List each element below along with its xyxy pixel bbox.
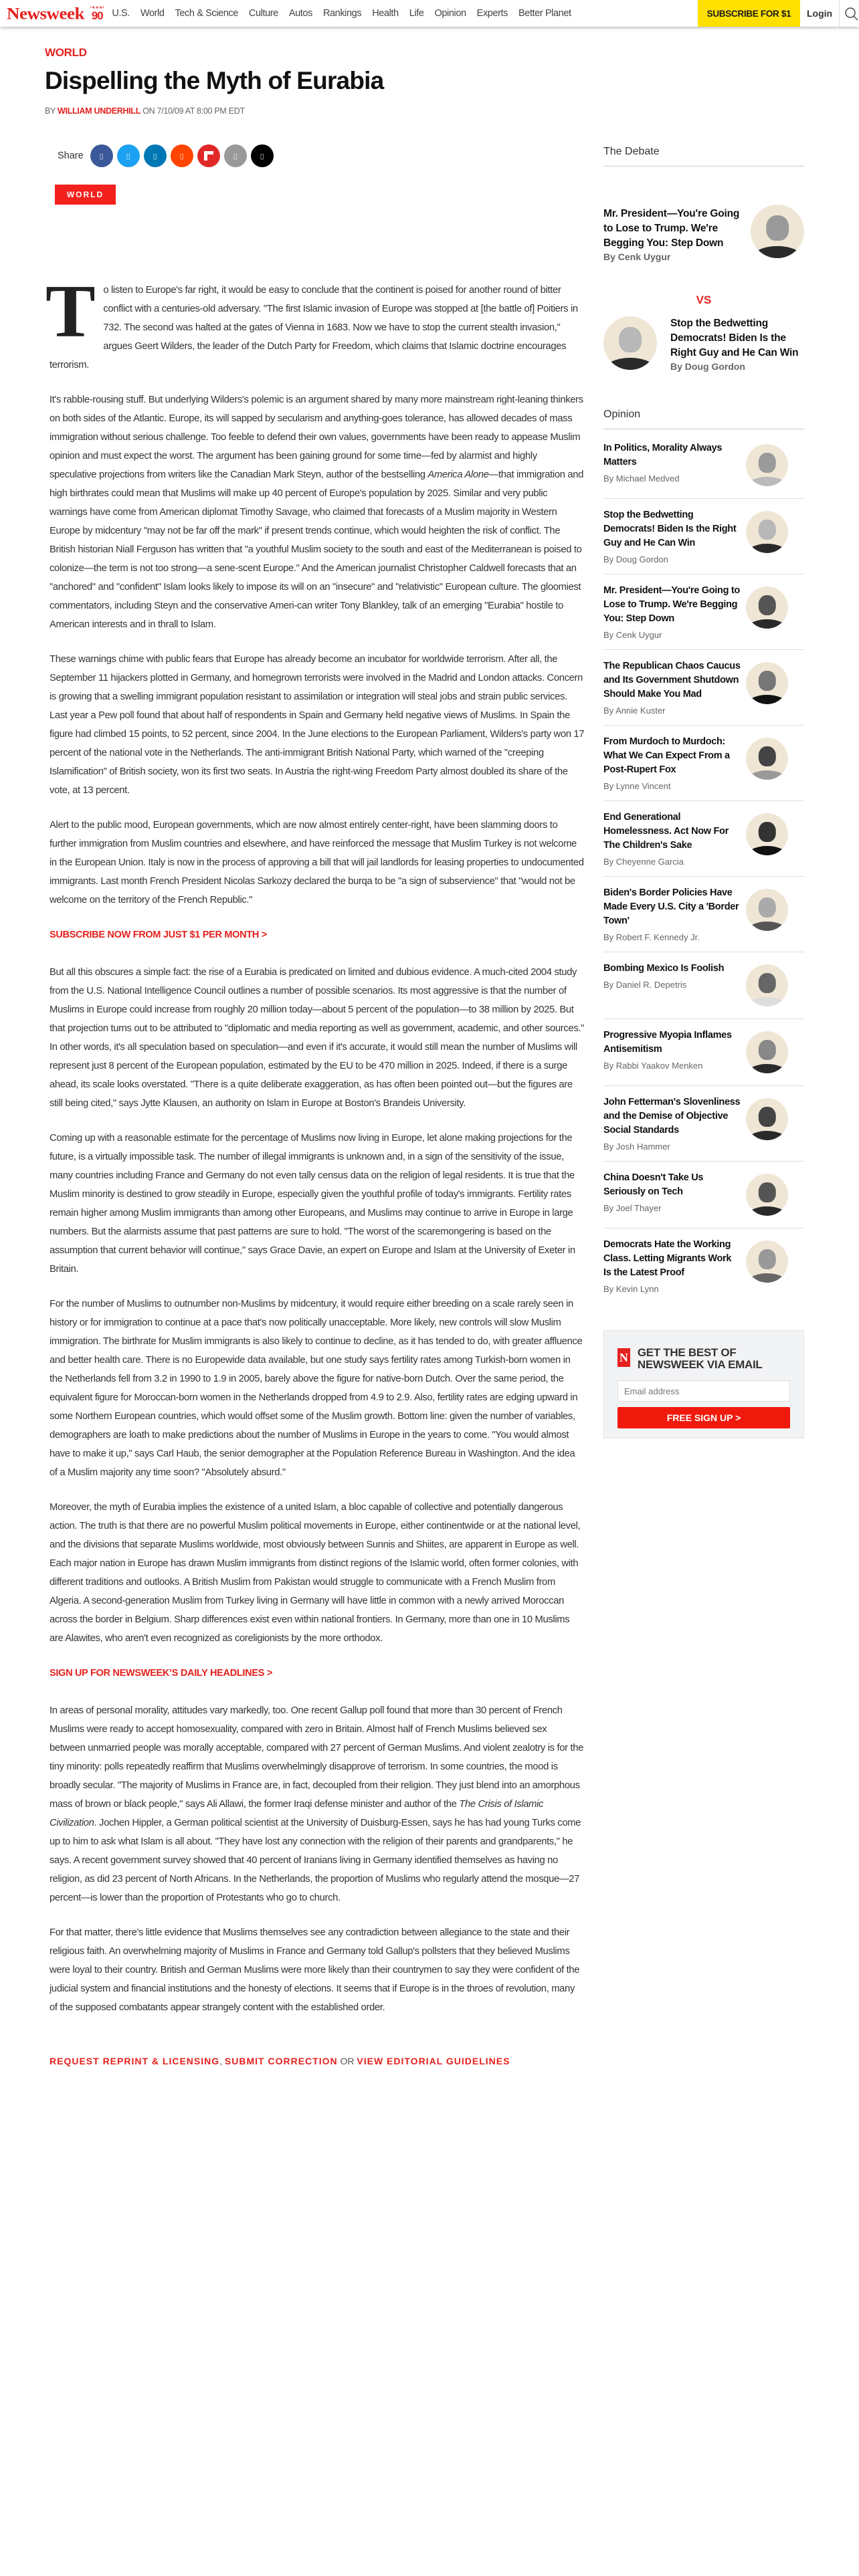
section-kicker[interactable]: WORLD bbox=[45, 46, 87, 59]
opinion-author: By Joel Thayer bbox=[603, 1203, 662, 1213]
opinion-author: By Josh Hammer bbox=[603, 1142, 670, 1152]
author-avatar bbox=[746, 444, 788, 486]
opinion-title[interactable]: In Politics, Morality Always Matters bbox=[603, 443, 723, 467]
opinion-author: By Cheyenne Garcia bbox=[603, 857, 684, 867]
drop-cap: T bbox=[45, 270, 96, 353]
nav-item-autos[interactable]: Autos bbox=[288, 8, 312, 19]
author-avatar bbox=[751, 205, 804, 258]
opinion-item[interactable] bbox=[603, 801, 804, 877]
opinion-author: By Rabbi Yaakov Menken bbox=[603, 1061, 703, 1071]
nav-divider bbox=[839, 0, 840, 27]
opinion-item[interactable] bbox=[603, 650, 804, 726]
share-label: Share bbox=[58, 150, 84, 161]
debate-title[interactable]: Mr. President—You're Going to Lose to Trump. We're Begging You: Step Down bbox=[603, 208, 740, 249]
opinion-item[interactable] bbox=[603, 1019, 804, 1086]
nav-item-world[interactable]: World bbox=[140, 8, 165, 19]
opinion-item[interactable] bbox=[603, 1162, 804, 1228]
opinion-title[interactable]: Stop the Bedwetting Democrats! Biden Is the Right Guy and He Can Win bbox=[603, 510, 737, 548]
byline: BY WILLIAM UNDERHILL ON 7/10/09 AT 8:00 PM EDT bbox=[45, 106, 245, 116]
linkedin-icon: ▯ bbox=[153, 152, 157, 160]
opinion-author: By Robert F. Kennedy Jr. bbox=[603, 932, 700, 942]
opinion-author: By Cenk Uygur bbox=[603, 630, 662, 640]
author-avatar bbox=[746, 1241, 788, 1283]
article-body bbox=[45, 270, 585, 2070]
nav-item-health[interactable]: Health bbox=[372, 8, 399, 19]
newsletter-promo-link[interactable]: SIGN UP FOR NEWSWEEK’S DAILY HEADLINES > bbox=[50, 1668, 272, 1679]
opinion-list bbox=[603, 432, 804, 1303]
opinion-heading: Opinion bbox=[603, 409, 804, 429]
opinion-item[interactable] bbox=[603, 574, 804, 650]
nav-item-tech-science[interactable]: Tech & Science bbox=[175, 8, 238, 19]
facebook-icon: ▯ bbox=[99, 152, 104, 160]
paragraph: It's rabble-rousing stuff. But underlying Wilders's polemic is an argument shared by many more mainstream right-leaning thinkers on both sides of the Atlantic. Europe, its will sapped by secularism and anything-goes tolerance, has allowed decades of mass immigration without serious challenge. Too feeble to defend their own values, governments have been ready to appease Muslim opinion and must expect the worst. The argument has been gaining ground for some time—fed by alarmist and highly speculative projections from writers like the Canadian Mark Steyn, author of the bestselling America Alone—that immigration and high birthrates could mean that Muslims will make up 40 percent of Europe's population by 2025. Similar and very public warnings have come from American diplomat Timothy Savage, who claimed that forecasts of a Muslim majority in Western Europe by midcentury "may not be far off the mark" if present trends continue, which would heighten the risk of conflict. The British historian Niall Ferguson has written that "a youthful Muslim society to the south and east of the Mediterranean is poised to colonize—the term is not too strong—a sene-scent Europe." And the American journalist Christopher Caldwell forecasts that an "anchored" and "confident" Islam looks likely to impose its will on an "insecure" and "relativistic" European culture. The gloomiest commentators, including Steyn and the conservative Ameri-can writer Tony Blankley, talk of an emerging "Eurabia" hostile to American interests and in thrall to Islam. bbox=[50, 395, 584, 630]
paragraph: To listen to Europe's far right, it would be easy to conclude that the continent is poised for another round of bitter conflict with a centuries-old adversary. "The first Islamic invasion of Europe was stopped at [the battle of] Poitiers in 732. The second was halted at the gates of Vienna in 1683. Now we have to stop the current stealth invasion," argues Geert Wilders, the leader of the Dutch Party for Freedom, which claims that Islamic doctrine encourages terrorism. bbox=[45, 270, 578, 370]
opinion-title[interactable]: Mr. President—You're Going to Lose to Trump. We're Begging You: Step Down bbox=[603, 585, 740, 624]
opinion-author: By Kevin Lynn bbox=[603, 1284, 659, 1294]
email-share-button[interactable] bbox=[224, 144, 247, 167]
facebook-share-button[interactable] bbox=[90, 144, 113, 167]
paragraph: These warnings chime with public fears that Europe has already become an incubator for worldwide terrorism. After all, the September 11 hijackers plotted in Germany, and homegrown terrorists were involved in the Madrid and London attacks. Concern is growing that a swelling immigrant population resistant to assimilation or integration will steal jobs and strain public services. Last year a Pew poll found that about half of respondents in Spain and Germany held negative views of Muslims. In Spain the figure had climbed 15 points, to 52 percent, since 2004. In the June elections to the European Parliament, Wilders's party won 17 percent of the national vote in the Netherlands. The anti-immigrant British National Party, which warned of the "creeping Islamification" of British society, won its first two seats. In Austria the right-wing Freedom Party almost doubled its share of the vote, at 13 percent. bbox=[50, 654, 585, 796]
opinion-title[interactable]: Bombing Mexico Is Foolish bbox=[603, 963, 725, 974]
opinion-item[interactable] bbox=[603, 499, 804, 574]
author-avatar bbox=[746, 1098, 788, 1140]
nav-item-us[interactable]: U.S. bbox=[112, 8, 130, 19]
reddit-icon: ▯ bbox=[179, 152, 184, 160]
opinion-item[interactable] bbox=[603, 952, 804, 1019]
publish-date: ON 7/10/09 AT 8:00 PM EDT bbox=[140, 106, 245, 116]
newsweek-logo[interactable] bbox=[7, 0, 104, 27]
flipboard-share-button[interactable] bbox=[197, 144, 220, 167]
author-avatar bbox=[746, 511, 788, 553]
tag-world[interactable]: WORLD bbox=[55, 185, 116, 205]
debate-item[interactable] bbox=[603, 207, 804, 294]
author-avatar bbox=[746, 738, 788, 780]
search-icon[interactable] bbox=[844, 7, 859, 21]
newsletter-signup-box bbox=[603, 1330, 804, 1438]
nav-item-better-planet[interactable]: Better Planet bbox=[518, 8, 571, 19]
linkedin-share-button[interactable] bbox=[144, 144, 167, 167]
opinion-author: By Doug Gordon bbox=[603, 554, 668, 564]
opinion-title[interactable]: From Murdoch to Murdoch: What We Can Expect From a Post-Rupert Fox bbox=[603, 736, 730, 775]
opinion-item[interactable] bbox=[603, 432, 804, 499]
author-avatar bbox=[746, 662, 788, 704]
opinion-item[interactable] bbox=[603, 1228, 804, 1303]
more-share-button[interactable] bbox=[251, 144, 274, 167]
vs-label: VS bbox=[696, 294, 712, 306]
nav-item-experts[interactable]: Experts bbox=[476, 8, 508, 19]
author-link[interactable]: WILLIAM UNDERHILL bbox=[58, 106, 141, 116]
opinion-title[interactable]: The Republican Chaos Caucus and Its Government Shutdown Should Make You Mad bbox=[603, 661, 741, 700]
author-avatar bbox=[746, 1174, 788, 1216]
debate-author: By Doug Gordon bbox=[670, 361, 745, 372]
author-avatar bbox=[746, 813, 788, 855]
opinion-title[interactable]: Progressive Myopia Inflames Antisemitism bbox=[603, 1030, 732, 1055]
opinion-item[interactable] bbox=[603, 726, 804, 801]
top-navigation-bar bbox=[0, 0, 859, 27]
article-title: Dispelling the Myth of Eurabia bbox=[45, 67, 384, 94]
stars-icon: •★★★• bbox=[90, 5, 104, 10]
paragraph: Alert to the public mood, European governments, which are now almost entirely center-right, have been slamming doors to further immigration from Muslim countries and elsewhere, and have reinforced the message that Muslim Turkey is not welcome in the European Union. Italy is now in the process of approving a bill that will jail landlords for leasing properties to undocumented immigrants. Last month French President Nicolas Sarkozy declared the burqa to be "a sign of subservience" that "would not be welcome on the territory of the French Republic." bbox=[50, 820, 584, 905]
flipboard-icon bbox=[203, 150, 214, 161]
debate-item[interactable] bbox=[603, 316, 804, 397]
opinion-author: By Annie Kuster bbox=[603, 706, 666, 716]
paragraph: For the number of Muslims to outnumber non-Muslims by midcentury, it would require either breeding on a scale rarely seen in history or for immigration to continue at a pace that's now politically unacceptable. More likely, new controls will slow Muslim immigration. The birthrate for Muslim immigrants is also likely to continue to decline, as it has tended to do, with greater affluence and better health care. There is no Europewide data available, but one study says fertility rates among Turkish-born women in the Netherlands fell from 3.2 in 1990 to 1.9 in 2005, barely above the figure for native-born Dutch. Over the same period, the equivalent figure for Moroccan-born women in the Netherlands dropped from 4.9 to 2.9. Also, fertility rates are edging upward in some Northern European countries, which would offset some of the Muslim growth. Bottom line: given the number of variables, demographers are loath to make predictions about the number of Muslims in Europe in the years to come. "You would almost have to make it up," says Carl Haub, the senior demographer at the Population Reference Bureau in Washington. And the idea of a Muslim majority any time soon? "Absolutely absurd." bbox=[50, 1299, 583, 1478]
author-avatar bbox=[603, 316, 657, 370]
debate-title[interactable]: Stop the Bedwetting Democrats! Biden Is the Right Guy and He Can Win bbox=[670, 318, 799, 358]
paragraph: For that matter, there's little evidence that Muslims themselves see any contradiction between allegiance to the state and their religious faith. An overwhelming majority of Muslims in France and Germany told Gallup's pollsters that they believed Muslims were loyal to their country. British and German Muslims were more likely than their countrymen to say they were confident of the judicial system and financial institutions and the honesty of elections. It seems that if Europe is in the throes of revolution, many of the supposed combatants appear strangely content with the established order. bbox=[50, 1927, 580, 2013]
debate-heading: The Debate bbox=[603, 146, 804, 167]
debate-author: By Cenk Uygur bbox=[603, 251, 671, 262]
nav-item-opinion[interactable]: Opinion bbox=[434, 8, 466, 19]
opinion-item[interactable] bbox=[603, 877, 804, 952]
opinion-title[interactable]: China Doesn't Take Us Seriously on Tech bbox=[603, 1172, 704, 1197]
more-icon: ▯ bbox=[260, 152, 264, 160]
opinion-title[interactable]: John Fetterman's Slovenliness and the Demise of Objective Social Standards bbox=[603, 1097, 741, 1136]
article-footer-links: REQUEST REPRINT & LICENSING, SUBMIT CORRECTION OR VIEW EDITORIAL GUIDELINES bbox=[50, 2056, 510, 2066]
anniversary-90-badge: •★★★• 90 bbox=[90, 5, 104, 22]
author-avatar bbox=[746, 586, 788, 629]
share-bar bbox=[58, 144, 278, 167]
book-title: America Alone bbox=[427, 469, 489, 480]
opinion-title[interactable]: Democrats Hate the Working Class. Letting Migrants Work Is the Latest Proof bbox=[603, 1239, 732, 1278]
opinion-author: By Daniel R. Depetris bbox=[603, 980, 687, 990]
newsweek-n-logo-icon: N bbox=[617, 1348, 630, 1367]
paragraph: Moreover, the myth of Eurabia implies the existence of a united Islam, a bloc capable of collective and potentially dangerous action. The truth is that there are no powerful Muslim political movements in Europe, either continentwide or at the national level, and the divisions that separate Muslims worldwide, most obviously between Sunnis and Shiites, are apparent in Europe as well. Each major nation in Europe has drawn Muslim immigrants from distinct regions of the Islamic world, often former colonies, with different traditions and outlooks. A British Muslim from Pakistan would struggle to communicate with a French Muslim from Algeria. A second-generation Muslim from Turkey living in Germany will have little in common with a newly arrived Moroccan across the border in Belgium. Sharp differences exist even within national frontiers. In Germany, more than one in 10 Muslims are Alawites, who aren't even recognized as coreligionists by the more orthodox. bbox=[50, 1502, 581, 1644]
submit-correction-link[interactable]: SUBMIT CORRECTION bbox=[224, 2056, 338, 2066]
paragraph: Coming up with a reasonable estimate for the percentage of Muslims now living in Europe, let alone making projections for the future, is a virtually impossible task. The number of illegal immigrants is unknown and, in a sign of the sensitivity of the issue, many countries including France and Germany do not even tally census data on the religion of legal residents. It is true that the Muslim minority is destined to grow steadily in Europe, especially given the youthful profile of today's immigrants. Fertility rates remain higher among Muslim immigrants than among other Europeans, and Muslims may continue to arrive in Europe in large numbers. But the alarmists assume that past patterns are sure to hold. "The worst of the scaremongering is based on the assumption that current behavior will continue," says Grace Davie, an expert on Europe and Islam at the University of Exeter in Britain. bbox=[50, 1133, 575, 1275]
opinion-item[interactable] bbox=[603, 1086, 804, 1162]
author-avatar bbox=[746, 964, 788, 1006]
email-icon: ▯ bbox=[233, 152, 237, 160]
logo-wordmark[interactable]: Newsweek bbox=[7, 3, 84, 23]
opinion-author: By Michael Medved bbox=[603, 473, 680, 484]
newsletter-title: GET THE BEST OF NEWSWEEK VIA EMAIL bbox=[637, 1346, 763, 1371]
nav-item-life[interactable]: Life bbox=[409, 8, 424, 19]
paragraph: But all this obscures a simple fact: the rise of a Eurabia is predicated on limited and dubious evidence. A much-cited 2004 study from the U.S. National Intelligence Council outlines a number of possible scenarios. Its most aggressive is that the number of Muslims in Europe could increase from roughly 20 million today—about 5 percent of the population—to 38 million by 2025. But that projection turns out to be attributed to "diplomatic and media reporting as well as government, academic, and other sources." In other words, it's all speculation based on speculation—and even if it's accurate, it would still mean the number of Muslims will represent just 8 percent of the European population, estimated by the EU to be 470 million in 2025. Indeed, if there is a surge ahead, its scale looks overstated. "There is a quite deliberate exaggeration, as has often been pointed out—but the figures are still being cited," says Jytte Klausen, an authority on Islam in Europe at Boston's Brandeis University. bbox=[50, 967, 585, 1109]
opinion-author: By Lynne Vincent bbox=[603, 781, 671, 791]
login-button[interactable]: Login bbox=[807, 8, 833, 19]
nav-item-culture[interactable]: Culture bbox=[248, 8, 278, 19]
book-title: The Crisis of Islamic Civilization bbox=[50, 1799, 544, 1828]
editorial-guidelines-link[interactable]: VIEW EDITORIAL GUIDELINES bbox=[357, 2056, 510, 2066]
subscribe-button[interactable]: SUBSCRIBE FOR $1 bbox=[698, 0, 800, 27]
request-reprint-link[interactable]: REQUEST REPRINT & LICENSING bbox=[50, 2056, 220, 2066]
subscribe-promo-link[interactable]: SUBSCRIBE NOW FROM JUST $1 PER MONTH > bbox=[50, 930, 267, 940]
author-avatar bbox=[746, 1031, 788, 1073]
nav-item-rankings[interactable]: Rankings bbox=[322, 8, 362, 19]
main-nav bbox=[112, 0, 581, 27]
author-avatar bbox=[746, 889, 788, 931]
free-sign-up-button[interactable]: FREE SIGN UP > bbox=[617, 1407, 790, 1428]
opinion-title[interactable]: End Generational Homelessness. Act Now For The Children's Sake bbox=[603, 812, 729, 851]
opinion-title[interactable]: Biden's Border Policies Have Made Every U.S. City a 'Border Town' bbox=[603, 887, 739, 926]
twitter-share-button[interactable] bbox=[117, 144, 140, 167]
reddit-share-button[interactable] bbox=[171, 144, 193, 167]
sidebar bbox=[603, 134, 804, 1438]
twitter-icon: ▯ bbox=[126, 152, 130, 160]
paragraph: In areas of personal morality, attitudes vary markedly, too. One recent Gallup poll found that more than 30 percent of French Muslims were ready to accept homosexuality, compared with zero in Britain. Almost half of French Muslims believed sex between unmarried people was morally acceptable, compared with 27 percent of German Muslims. And violent zealotry is for the tiny minority: polls repeatedly reaffirm that Muslims overwhelmingly disapprove of terrorism. In some countries, the mood is broadly secular. "The majority of Muslims in France are, in fact, decoupled from their religion. They just blend into an amorphous mass of brown or black people," says Ali Allawi, the former Iraqi defense minister and author of the The Crisis of Islamic Civilization. Jochen Hippler, a German political scientist at the University of Duisburg-Essen, says he has had young Turks come up to him to ask what Islam is all about. "They have lost any connection with the religion of their parents and grandparents," he says. A recent government survey showed that 40 percent of Iranians living in Germany identified themselves as having no religion, as did 23 percent of North Africans. In the Netherlands, the proportion of Muslims who regularly attend the mosque—27 percent—is lower than the proportion of Protestants who go to church. bbox=[50, 1705, 583, 1903]
email-input[interactable] bbox=[617, 1380, 790, 1402]
